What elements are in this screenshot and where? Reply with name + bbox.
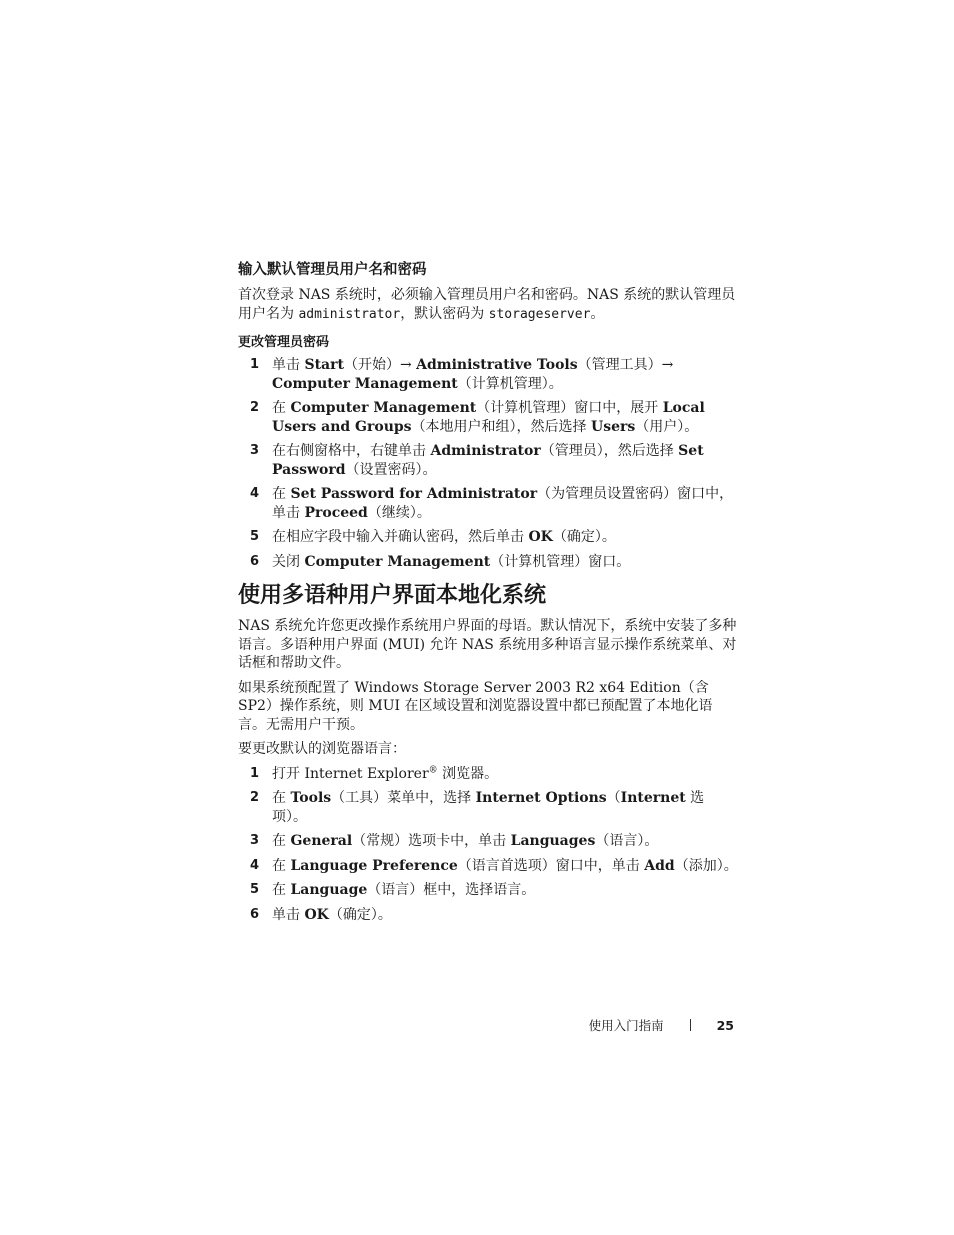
step-text-segment: 在相应字段中输入并确认密码，然后单击 xyxy=(272,529,529,545)
step-text-segment: 单击 xyxy=(272,357,305,373)
ui-term: Internet xyxy=(620,790,686,806)
step-text-segment: 选项）。 xyxy=(272,790,705,825)
step-text-segment: 打开 Internet Explorer xyxy=(272,765,429,782)
step-text xyxy=(272,881,738,900)
ui-term: Start xyxy=(304,357,344,373)
default-username: administrator xyxy=(298,306,401,322)
step-text-segment: （语言）框中，选择语言。 xyxy=(367,882,536,898)
step-text-segment: （计算机管理）。 xyxy=(457,375,563,392)
step-text-segment: 浏览器。 xyxy=(437,765,499,782)
step-number: 1 xyxy=(250,357,260,372)
ui-term: Proceed xyxy=(304,504,368,521)
step-text-segment: 关闭 xyxy=(272,553,305,570)
step-text-segment: （用户）。 xyxy=(635,418,699,435)
ui-term: Computer Management xyxy=(272,375,458,392)
step-item xyxy=(238,832,738,851)
step-text-segment: （管理工具）→ xyxy=(577,357,674,373)
step-text-segment: （确定）。 xyxy=(328,906,392,923)
step-text-segment: 在 xyxy=(272,790,291,806)
step-item xyxy=(238,906,738,925)
step-item xyxy=(238,399,738,436)
page-number: 25 xyxy=(716,1017,734,1033)
step-number: 3 xyxy=(250,833,260,848)
step-number: 4 xyxy=(250,486,260,501)
step-number: 2 xyxy=(250,400,260,415)
step-item xyxy=(238,356,738,393)
paragraph-text: 首次登录 NAS 系统时，必须输入管理员用户名和密码。NAS 系统的默认管理员用户名为 xyxy=(238,287,736,322)
change-password-steps xyxy=(238,356,738,571)
step-text-segment: （确定）。 xyxy=(552,529,616,545)
ui-term: Set Password xyxy=(272,443,704,478)
step-number: 5 xyxy=(250,529,260,544)
step-text xyxy=(272,789,738,826)
step-number: 6 xyxy=(250,906,260,922)
ui-term: General xyxy=(290,833,353,849)
ui-term: Users xyxy=(591,418,636,435)
ui-term: Tools xyxy=(290,790,332,806)
step-text-segment: 单击 xyxy=(272,906,305,923)
step-text-segment: （ xyxy=(606,790,621,806)
step-number: 5 xyxy=(250,882,260,897)
step-text-segment: 在右侧窗格中，右键单击 xyxy=(272,443,431,459)
step-text xyxy=(272,857,738,876)
step-text-segment: （常规）选项卡中，单击 xyxy=(352,833,511,849)
ui-term: Administrator xyxy=(430,443,541,459)
mui-paragraph-3: 要更改默认的浏览器语言： xyxy=(238,741,406,757)
step-item xyxy=(238,442,738,479)
step-number: 4 xyxy=(250,857,260,873)
step-text-segment: 在 xyxy=(272,486,291,502)
step-text xyxy=(272,485,738,522)
step-text-segment: 在 xyxy=(272,882,291,898)
step-text xyxy=(272,356,738,393)
ui-term: Language Preference xyxy=(290,857,458,874)
default-password: storageserver xyxy=(488,306,591,322)
mui-paragraph-2: 如果系统预配置了 Windows Storage Server 2003 R2 x64 Edition（含 SP2）操作系统，则 MUI 在区域设置和浏览器设置中都已预配置了本地化语言。无需用户干预。 xyxy=(238,679,713,733)
step-text-segment: （添加）。 xyxy=(674,857,738,874)
ui-term: Add xyxy=(644,857,675,874)
paragraph-text: 。 xyxy=(590,305,605,322)
page-content xyxy=(238,260,738,930)
step-text-segment: （语言）。 xyxy=(595,833,659,849)
step-text-segment: （设置密码）。 xyxy=(345,461,437,478)
ui-term: Local Users and Groups xyxy=(272,400,705,435)
step-text-segment: （为管理员设置密码）窗口中，单击 xyxy=(272,486,734,521)
step-item xyxy=(238,789,738,826)
step-item xyxy=(238,528,738,547)
step-item xyxy=(238,881,738,900)
step-text-segment: 在 xyxy=(272,833,291,849)
ui-term: Computer Management xyxy=(304,553,491,570)
default-credentials-paragraph xyxy=(238,286,738,324)
section-heading-mui: 使用多语种用户界面本地化系统 xyxy=(238,583,547,608)
section-heading-change-password: 更改管理员密码 xyxy=(238,335,330,350)
step-number: 2 xyxy=(250,790,260,805)
step-text xyxy=(272,399,738,436)
step-text-segment: （语言首选项）窗口中，单击 xyxy=(457,857,645,874)
step-text xyxy=(272,832,738,851)
step-text xyxy=(272,553,738,572)
step-text xyxy=(272,528,738,547)
page-footer xyxy=(589,1016,734,1034)
step-text-segment: （开始）→ xyxy=(343,357,417,373)
step-text-segment: （计算机管理）窗口中，展开 xyxy=(476,400,663,416)
section-heading-default-credentials: 输入默认管理员用户名和密码 xyxy=(238,262,427,278)
step-text-segment: 在 xyxy=(272,400,291,416)
step-text xyxy=(272,442,738,479)
step-text-segment: （继续）。 xyxy=(367,504,431,521)
step-number: 1 xyxy=(250,765,260,781)
step-text-segment: （本地用户和组），然后选择 xyxy=(411,418,592,435)
step-number: 6 xyxy=(250,553,260,569)
ui-term: Languages xyxy=(510,833,596,849)
step-text xyxy=(272,765,738,784)
step-text-segment: （计算机管理）窗口。 xyxy=(490,553,631,570)
ui-term: OK xyxy=(528,529,553,545)
browser-language-steps xyxy=(238,765,738,925)
ui-term: Language xyxy=(290,882,368,898)
ui-term: Administrative Tools xyxy=(416,357,578,373)
step-item xyxy=(238,485,738,522)
footer-separator xyxy=(690,1019,691,1031)
registered-mark: ® xyxy=(428,764,438,775)
step-item xyxy=(238,765,738,784)
step-text-segment: 在 xyxy=(272,857,291,874)
footer-title: 使用入门指南 xyxy=(588,1018,664,1033)
ui-term: Computer Management xyxy=(290,400,477,416)
step-text-segment: （管理员），然后选择 xyxy=(540,443,679,459)
paragraph-text: ，默认密码为 xyxy=(400,305,489,322)
ui-term: Internet Options xyxy=(475,790,607,806)
step-text xyxy=(272,906,738,925)
step-item xyxy=(238,553,738,572)
step-text-segment: （工具）菜单中，选择 xyxy=(331,790,476,806)
ui-term: OK xyxy=(304,906,329,923)
ui-term: Set Password for Administrator xyxy=(290,486,538,502)
mui-paragraph-1: NAS 系统允许您更改操作系统用户界面的母语。默认情况下，系统中安装了多种语言。多语种用户界面 (MUI) 允许 NAS 系统用多种语言显示操作系统菜单、对话框和帮助文件。 xyxy=(238,618,737,671)
step-number: 3 xyxy=(250,443,260,458)
step-item xyxy=(238,857,738,876)
